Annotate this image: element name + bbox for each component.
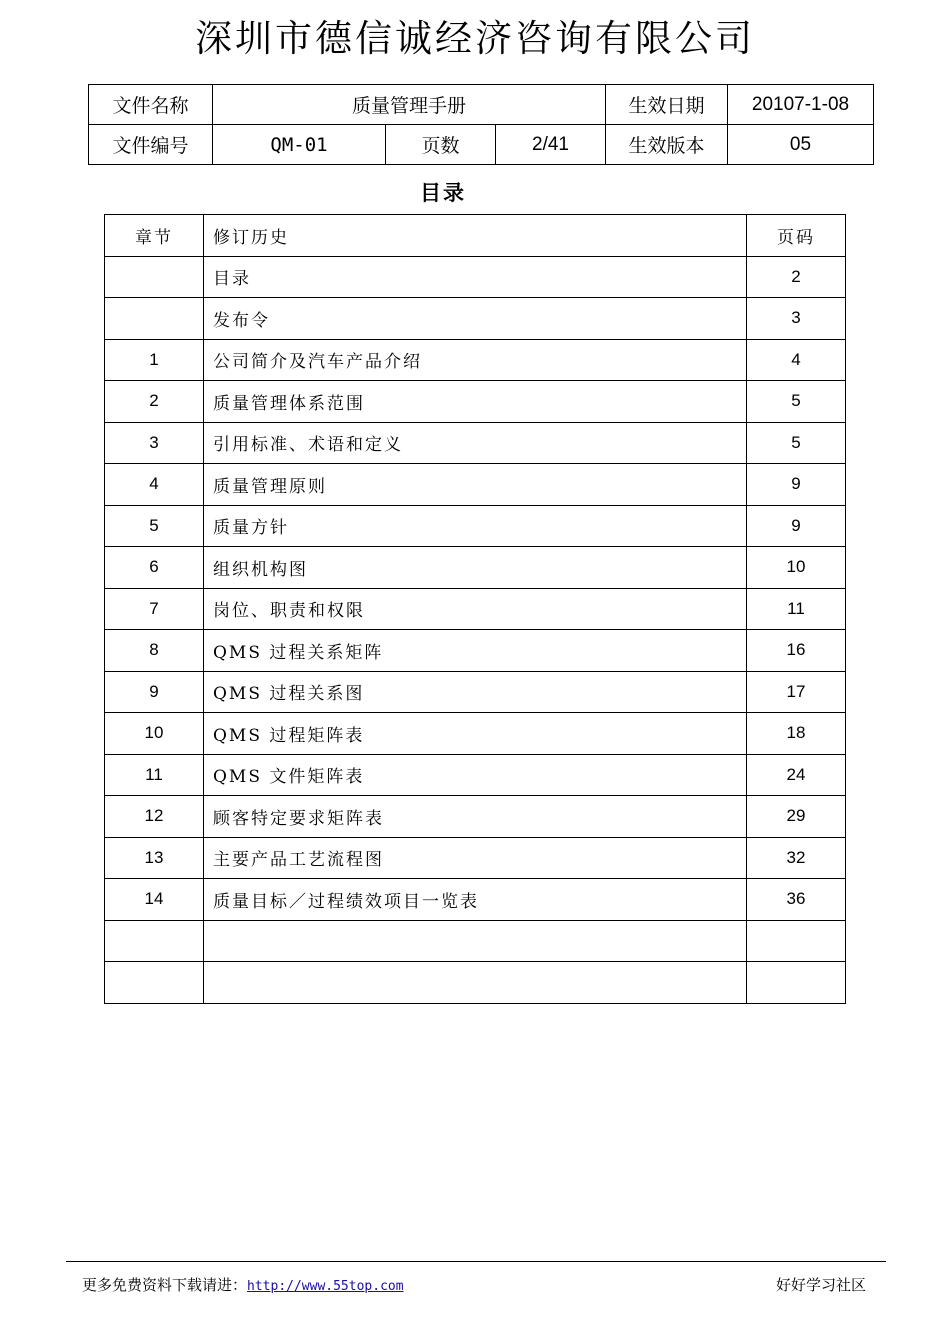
toc-row bbox=[105, 754, 846, 796]
toc-row bbox=[105, 422, 846, 464]
toc-title: 组织机构图 bbox=[204, 547, 747, 589]
info-row-2 bbox=[89, 125, 874, 165]
toc-chapter bbox=[105, 962, 204, 1004]
toc-page: 9 bbox=[747, 464, 846, 506]
toc-chapter: 14 bbox=[105, 879, 204, 921]
toc-row bbox=[105, 630, 846, 672]
toc-title: 顾客特定要求矩阵表 bbox=[204, 796, 747, 838]
toc-page bbox=[747, 920, 846, 962]
toc-page: 4 bbox=[747, 339, 846, 381]
toc-page bbox=[747, 962, 846, 1004]
toc-row bbox=[105, 796, 846, 838]
toc-title: 质量管理体系范围 bbox=[204, 381, 747, 423]
company-title: 深圳市德信诚经济咨询有限公司 bbox=[195, 17, 755, 60]
toc-title: 目录 bbox=[204, 256, 747, 298]
file-no-label: 文件编号 bbox=[89, 125, 213, 165]
toc-row bbox=[105, 339, 846, 381]
toc-row bbox=[105, 381, 846, 423]
toc-header-title: 修订历史 bbox=[204, 215, 747, 257]
toc-chapter: 10 bbox=[105, 713, 204, 755]
version-label: 生效版本 bbox=[606, 125, 728, 165]
toc-chapter: 5 bbox=[105, 505, 204, 547]
version-value: 05 bbox=[728, 125, 874, 165]
toc-chapter bbox=[105, 920, 204, 962]
toc-title: 公司简介及汽车产品介绍 bbox=[204, 339, 747, 381]
footer-download bbox=[82, 1274, 404, 1295]
toc-page: 5 bbox=[747, 381, 846, 423]
footer-link[interactable]: http://www.55top.com bbox=[247, 1279, 404, 1294]
toc-chapter: 12 bbox=[105, 796, 204, 838]
toc-chapter: 6 bbox=[105, 547, 204, 589]
toc-chapter: 1 bbox=[105, 339, 204, 381]
footer-community: 好好学习社区 bbox=[775, 1276, 866, 1294]
toc-row bbox=[105, 256, 846, 298]
effective-date-label: 生效日期 bbox=[606, 85, 728, 125]
toc-title: QMS 过程关系矩阵 bbox=[204, 630, 747, 672]
toc-title bbox=[204, 920, 747, 962]
toc-header-page: 页码 bbox=[747, 215, 846, 257]
toc-header-chapter: 章节 bbox=[105, 215, 204, 257]
toc-page: 32 bbox=[747, 837, 846, 879]
toc-row bbox=[105, 837, 846, 879]
toc-page: 10 bbox=[747, 547, 846, 589]
toc-chapter: 4 bbox=[105, 464, 204, 506]
toc-chapter: 7 bbox=[105, 588, 204, 630]
toc-page: 17 bbox=[747, 671, 846, 713]
toc-heading: 目录 bbox=[420, 180, 466, 205]
toc-page: 29 bbox=[747, 796, 846, 838]
toc-chapter: 11 bbox=[105, 754, 204, 796]
pages-label: 页数 bbox=[386, 125, 496, 165]
effective-date-value: 20107-1-08 bbox=[728, 85, 874, 125]
toc-chapter: 9 bbox=[105, 671, 204, 713]
toc-page: 2 bbox=[747, 256, 846, 298]
toc-row bbox=[105, 962, 846, 1004]
toc-row bbox=[105, 298, 846, 340]
footer-download-text: 更多免费资料下载请进： bbox=[82, 1276, 248, 1294]
toc-table bbox=[104, 214, 846, 1004]
toc-page: 9 bbox=[747, 505, 846, 547]
toc-page: 24 bbox=[747, 754, 846, 796]
toc-row bbox=[105, 464, 846, 506]
toc-title: QMS 过程矩阵表 bbox=[204, 713, 747, 755]
toc-chapter: 3 bbox=[105, 422, 204, 464]
toc-title: 岗位、职责和权限 bbox=[204, 588, 747, 630]
toc-title: QMS 文件矩阵表 bbox=[204, 754, 747, 796]
toc-chapter bbox=[105, 256, 204, 298]
info-row-1 bbox=[89, 85, 874, 125]
toc-title: 质量目标／过程绩效项目一览表 bbox=[204, 879, 747, 921]
toc-title: 引用标准、术语和定义 bbox=[204, 422, 747, 464]
toc-row bbox=[105, 588, 846, 630]
toc-row bbox=[105, 505, 846, 547]
toc-row bbox=[105, 671, 846, 713]
toc-page: 5 bbox=[747, 422, 846, 464]
toc-page: 16 bbox=[747, 630, 846, 672]
toc-title: 主要产品工艺流程图 bbox=[204, 837, 747, 879]
toc-chapter: 8 bbox=[105, 630, 204, 672]
toc-title: 发布令 bbox=[204, 298, 747, 340]
toc-page: 18 bbox=[747, 713, 846, 755]
toc-row bbox=[105, 920, 846, 962]
toc-header-row bbox=[105, 215, 846, 257]
file-no-value: QM-01 bbox=[213, 125, 386, 165]
toc-chapter: 13 bbox=[105, 837, 204, 879]
document-info-table bbox=[88, 84, 874, 165]
toc-row bbox=[105, 713, 846, 755]
toc-page: 11 bbox=[747, 588, 846, 630]
toc-chapter bbox=[105, 298, 204, 340]
toc-title: 质量管理原则 bbox=[204, 464, 747, 506]
file-name-label: 文件名称 bbox=[89, 85, 213, 125]
toc-title: QMS 过程关系图 bbox=[204, 671, 747, 713]
toc-page: 36 bbox=[747, 879, 846, 921]
pages-value: 2/41 bbox=[496, 125, 606, 165]
file-name-value: 质量管理手册 bbox=[213, 85, 606, 125]
toc-row bbox=[105, 547, 846, 589]
toc-title bbox=[204, 962, 747, 1004]
toc-title: 质量方针 bbox=[204, 505, 747, 547]
footer-divider bbox=[66, 1261, 886, 1262]
toc-chapter: 2 bbox=[105, 381, 204, 423]
toc-row bbox=[105, 879, 846, 921]
toc-page: 3 bbox=[747, 298, 846, 340]
